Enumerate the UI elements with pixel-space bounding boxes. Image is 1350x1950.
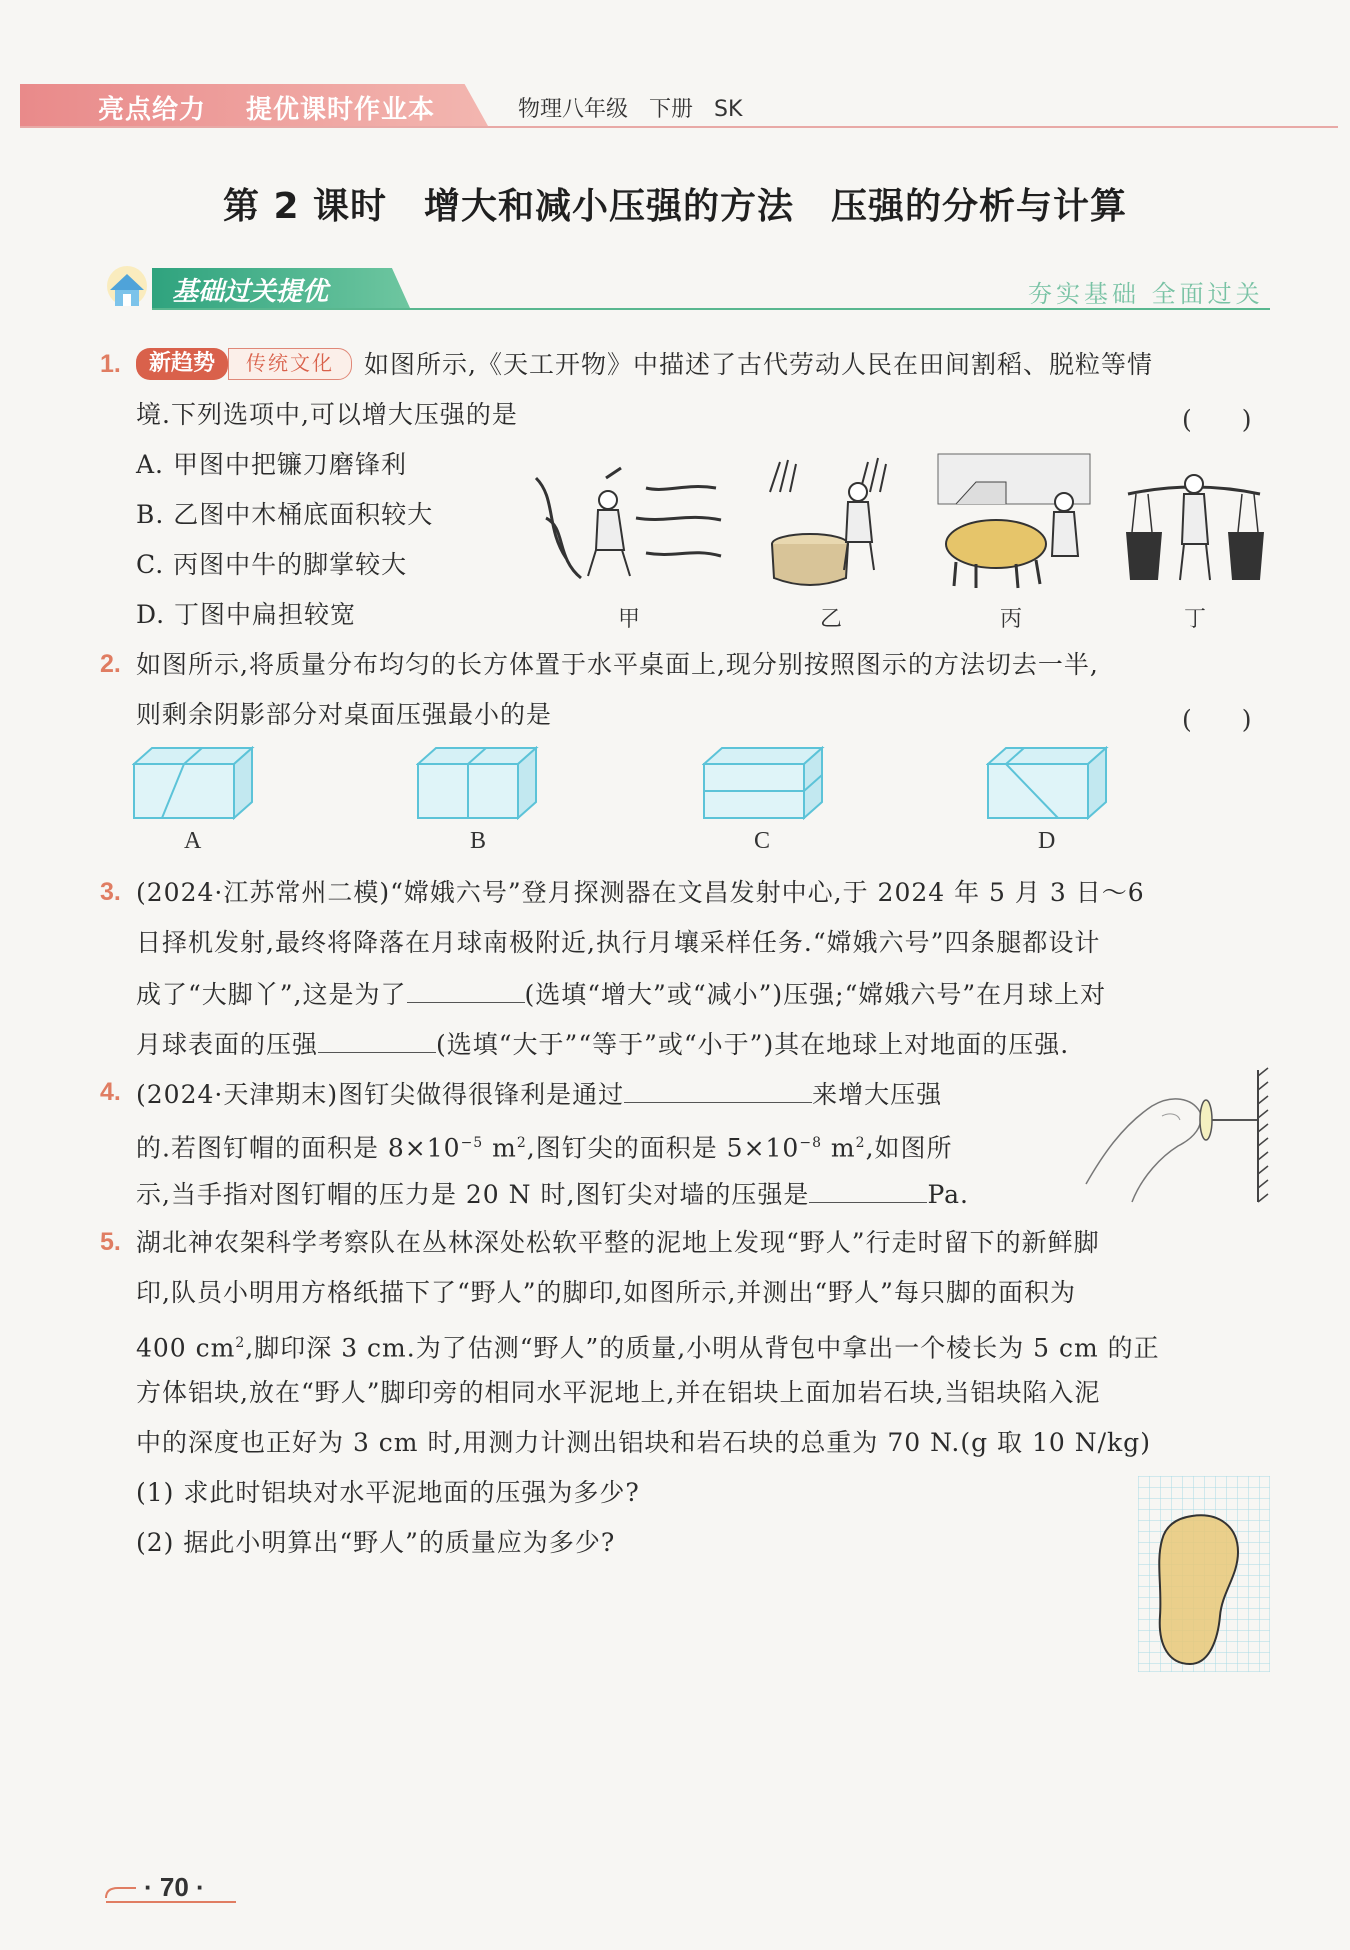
q1-option-b: B. 乙图中木桶底面积较大 [136, 500, 434, 529]
house-icon [102, 264, 152, 314]
box-label-c: C [754, 828, 771, 854]
question-number: 2. [100, 650, 121, 678]
q5-line3 [136, 1328, 1160, 1363]
q1-option-a: A. 甲图中把镰刀磨锋利 [136, 450, 407, 479]
q4-line1-text-b: 来增大压强 [812, 1080, 943, 1109]
cut-box-d [986, 746, 1110, 820]
q5-line4: 方体铝块,放在“野人”脚印旁的相同水平泥地上,并在铝块上面加岩石块,当铝块陷入泥 [136, 1378, 1101, 1407]
answer-blank[interactable] [809, 1178, 927, 1203]
brand-label: 亮点给力 [98, 94, 207, 124]
answer-parentheses: ( ) [1182, 705, 1252, 734]
q3-line1: (2024·江苏常州二模)“嫦娥六号”登月探测器在文昌发射中心,于 2024 年 5 月 3 日～6 [136, 878, 1145, 907]
harvest-illustration-jia [526, 458, 726, 588]
question-number: 4. [100, 1078, 121, 1106]
q4-line3-text-a: 示,当手指对图钉帽的压力是 20 N 时,图钉尖对墙的压强是 [136, 1180, 810, 1209]
unit-text: m [483, 1133, 517, 1163]
q4-line2 [136, 1128, 953, 1163]
box-label-d: D [1038, 828, 1056, 854]
culture-tag: 传统文化 [228, 348, 352, 380]
carrying-pole-illustration-ding [1124, 470, 1264, 588]
q1-option-c: C. 丙图中牛的脚掌较大 [136, 550, 408, 579]
q4-line2-text-e: ,如图所 [865, 1133, 953, 1163]
section-slogan: 夯实基础 全面过关 [1028, 280, 1264, 308]
exponent: 2 [855, 1135, 866, 1151]
q5-sub-question-1: (1) 求此时铝块对水平泥地面的压强为多少? [136, 1478, 640, 1507]
exponent: 2 [235, 1335, 246, 1351]
cut-box-b [416, 746, 540, 820]
thumbtack-illustration [1082, 1066, 1272, 1206]
q5-sub-question-2: (2) 据此小明算出“野人”的质量应为多少? [136, 1528, 616, 1557]
caption-jia: 甲 [618, 607, 641, 632]
q1-stem-line1: 如图所示,《天工开物》中描述了古代劳动人民在田间割稻、脱粒等情 [364, 350, 1153, 379]
header-rule [20, 126, 1338, 128]
answer-parentheses: ( ) [1182, 405, 1252, 434]
answer-blank[interactable] [407, 978, 525, 1003]
q3-line4-text-b: (选填“大于”“等于”或“小于”)其在地球上对地面的压强. [436, 1030, 1070, 1059]
q4-line3 [136, 1178, 969, 1210]
q3-line4 [136, 1028, 1069, 1060]
page-number: · 70 · [144, 1872, 205, 1902]
unit-text: m [821, 1133, 856, 1163]
q4-line2-text-c: ,图钉尖的面积是 5×10 [526, 1133, 800, 1163]
q5-line2: 印,队员小明用方格纸描下了“野人”的脚印,如图所示,并测出“野人”每只脚的面积为 [136, 1278, 1076, 1307]
q5-line3-text-b: ,脚印深 3 cm.为了估测“野人”的质量,小明从背包中拿出一个棱长为 5 cm 的正 [245, 1333, 1160, 1363]
q2-stem-line2: 则剩余阴影部分对桌面压强最小的是 [136, 700, 553, 729]
question-number: 5. [100, 1228, 121, 1256]
q4-line2-text-a: 的.若图钉帽的面积是 8×10 [136, 1133, 461, 1163]
exponent: −5 [460, 1135, 484, 1151]
cut-box-c [702, 746, 826, 820]
caption-ding: 丁 [1184, 607, 1207, 632]
page-title: 第 2 课时 增大和减小压强的方法 压强的分析与计算 [222, 186, 1128, 227]
q3-line4-text-a: 月球表面的压强 [136, 1030, 319, 1059]
footprint-grid-illustration [1138, 1476, 1270, 1672]
answer-blank[interactable] [318, 1028, 436, 1053]
series-label: 提优课时作业本 [246, 94, 436, 124]
q3-line3-text-b: (选填“增大”或“减小”)压强;“嫦娥六号”在月球上对 [524, 980, 1107, 1009]
threshing-illustration-yi [760, 452, 900, 590]
q3-line3 [136, 978, 1106, 1010]
box-label-b: B [470, 828, 487, 854]
q3-line2: 日择机发射,最终将降落在月球南极附近,执行月壤采样任务.“嫦娥六号”四条腿都设计 [136, 928, 1101, 957]
caption-yi: 乙 [820, 607, 843, 632]
q3-line3-text-a: 成了“大脚丫”,这是为了 [136, 980, 407, 1009]
trend-tag: 新趋势 [136, 348, 228, 380]
q4-line3-text-b: Pa. [927, 1180, 969, 1209]
exponent: 2 [516, 1135, 527, 1151]
subject-label: 物理八年级 下册 SK [518, 97, 743, 122]
q5-line1: 湖北神农架科学考察队在丛林深处松软平整的泥地上发现“野人”行走时留下的新鲜脚 [136, 1228, 1100, 1257]
box-label-a: A [184, 828, 202, 854]
caption-bing: 丙 [1000, 607, 1023, 632]
q4-line1 [136, 1078, 942, 1110]
q1-stem-line2: 境.下列选项中,可以增大压强的是 [136, 400, 518, 429]
exponent: −8 [799, 1135, 822, 1151]
answer-blank[interactable] [624, 1078, 812, 1103]
cut-box-a [132, 746, 256, 820]
q4-line1-text-a: (2024·天津期末)图钉尖做得很锋利是通过 [136, 1080, 625, 1109]
ox-illustration-bing [936, 452, 1092, 592]
q5-line3-text-a: 400 cm [136, 1333, 236, 1363]
q2-stem-line1: 如图所示,将质量分布均匀的长方体置于水平桌面上,现分别按照图示的方法切去一半, [136, 650, 1099, 679]
question-number: 3. [100, 878, 121, 906]
q1-option-d: D. 丁图中扁担较宽 [136, 600, 357, 629]
section-title: 基础过关提优 [172, 276, 329, 306]
question-number: 1. [100, 350, 121, 378]
q5-line5: 中的深度也正好为 3 cm 时,用测力计测出铝块和岩石块的总重为 70 N.(g 取 10 N/kg) [136, 1428, 1151, 1457]
